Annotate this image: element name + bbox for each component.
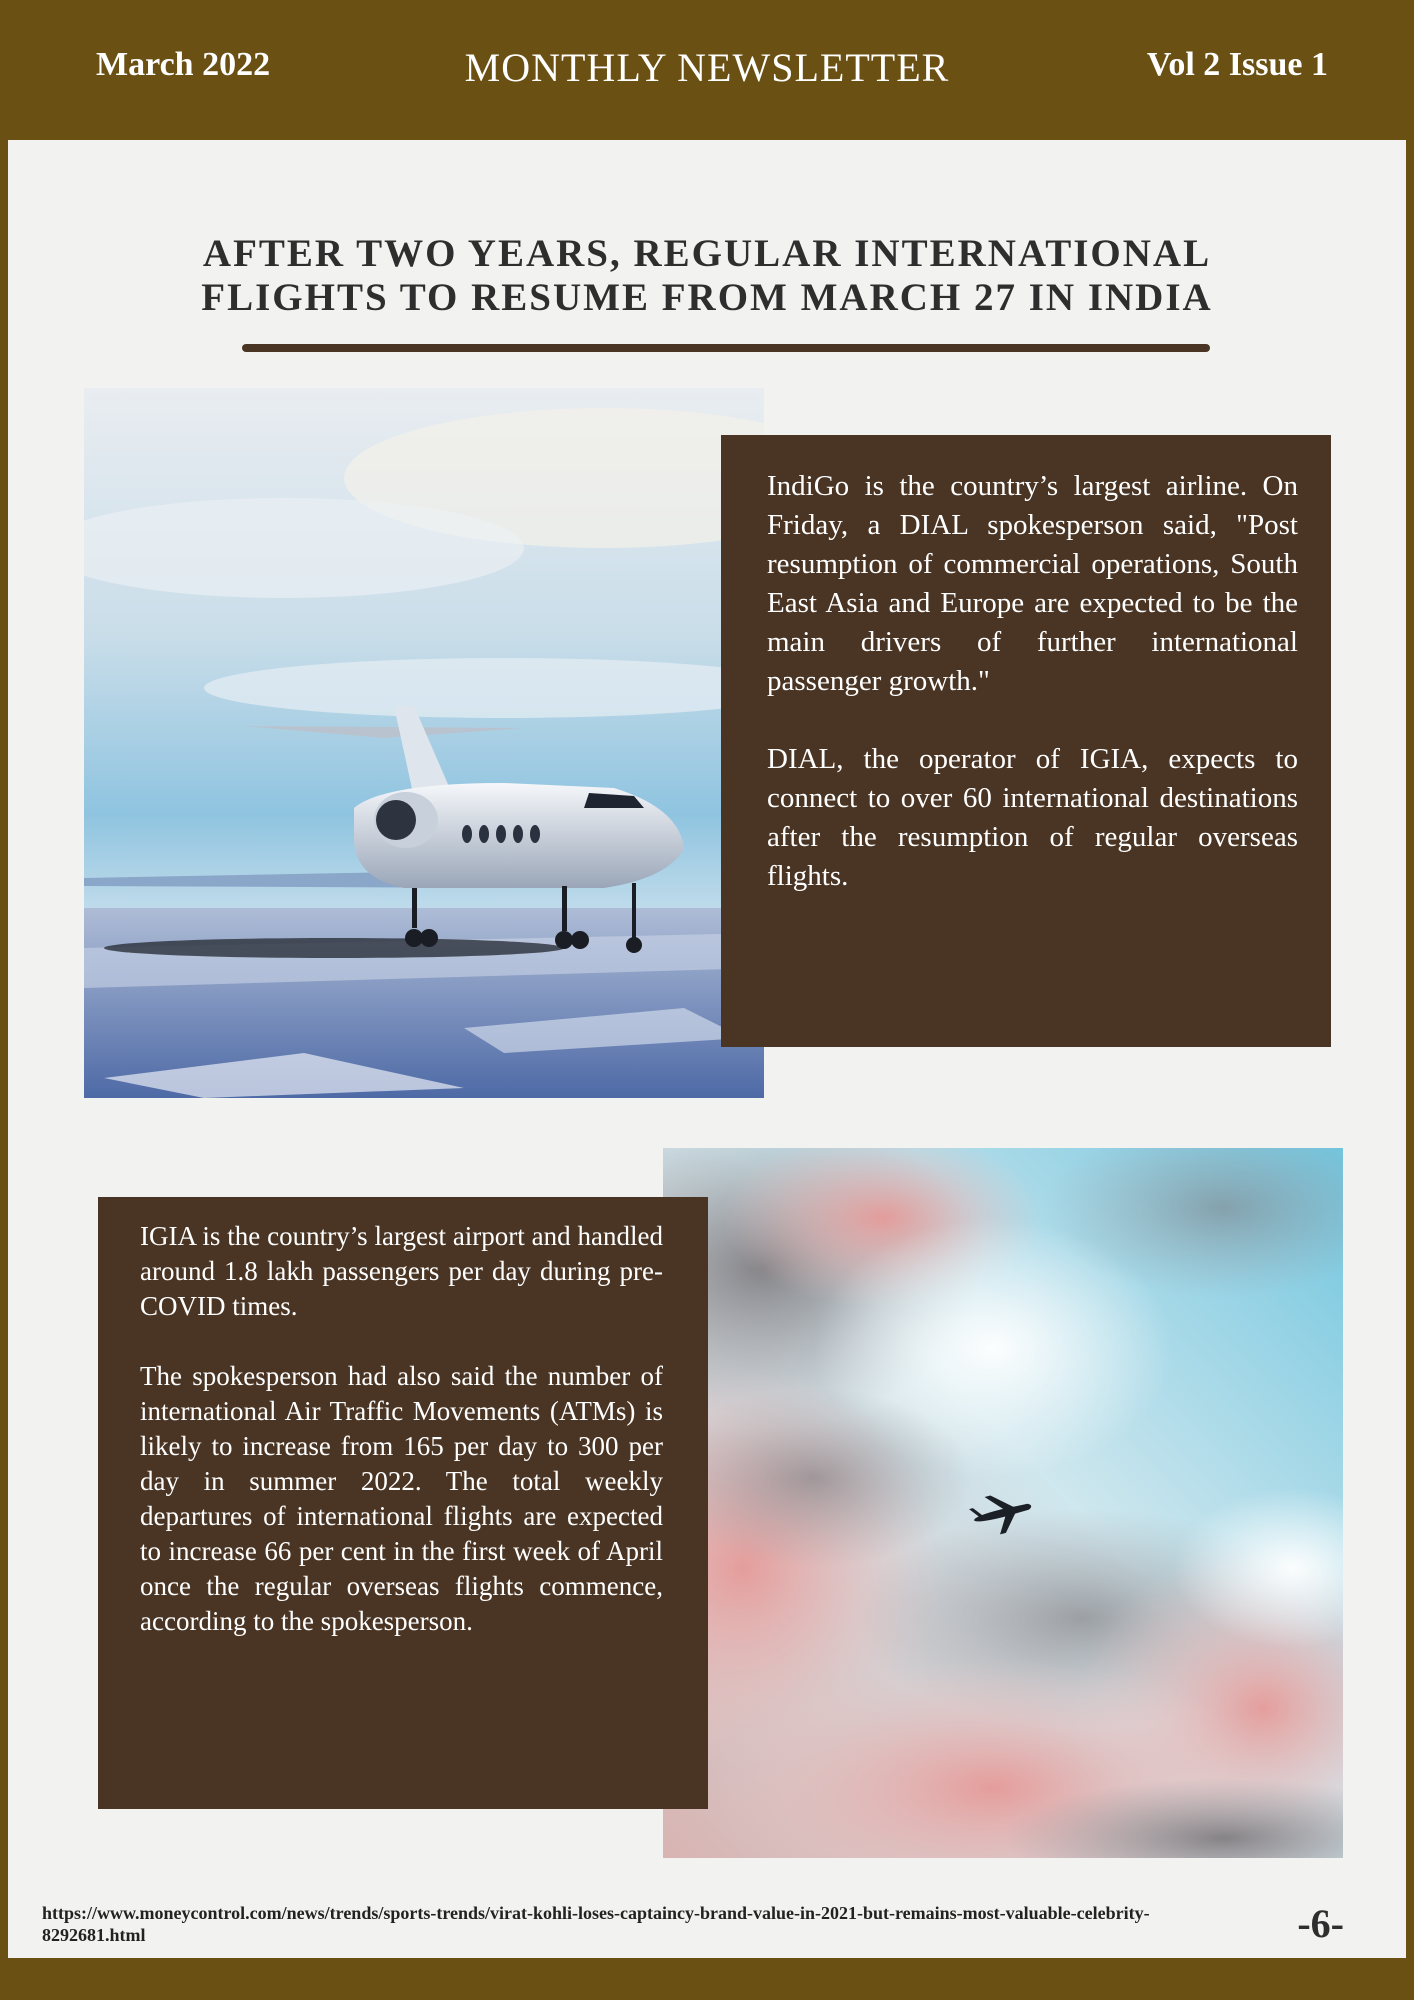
issue-date: March 2022 — [96, 46, 271, 83]
article-textbox-top — [721, 435, 1331, 1047]
paragraph-dial: DIAL, the operator of IGIA, expects to connect to over 60 international destinations after the resumption of regular overseas flights. — [767, 743, 1298, 892]
newsletter-title: MONTHLY NEWSLETTER — [464, 45, 950, 90]
headline-divider — [242, 344, 1210, 352]
headline-line-1: AFTER TWO YEARS, REGULAR INTERNATIONAL — [202, 232, 1212, 275]
paragraph-atms: The spokesperson had also said the number of international Air Traffic Movements (ATMs) is likely to increase from 165 per day to 300 per day in summer 2022. The total weekly departures of international flights are expected to increase 66 per cent in the first week of April once the regular overseas flights commence, according to the spokesperson. — [140, 1361, 663, 1636]
page-number: -6- — [1297, 1901, 1344, 1946]
paragraph-indigo: IndiGo is the country’s largest airline. On Friday, a DIAL spokesperson said, "Post resumption of commercial operations, South East Asia and Europe are expected to be the main drivers of further international passenger growth." — [767, 470, 1298, 697]
issue-volume: Vol 2 Issue 1 — [1146, 46, 1328, 83]
headline-line-2: FLIGHTS TO RESUME FROM MARCH 27 IN INDIA — [201, 276, 1213, 319]
source-link[interactable]: https://www.moneycontrol.com/news/trends/sports-trends/virat-kohli-loses-captaincy-brand-value-in-2021-but-remains-most-valuable-celebrity-8292681.html — [42, 1903, 1150, 1945]
article-textbox-bottom — [98, 1197, 708, 1809]
paragraph-igia: IGIA is the country’s largest airport and handled around 1.8 lakh passengers per day during pre-COVID times. — [140, 1221, 663, 1321]
private-jet-photo — [84, 388, 764, 1098]
airplane-in-clouds-photo — [663, 1148, 1343, 1858]
newsletter-header — [0, 0, 1414, 140]
newsletter-page — [8, 140, 1406, 1958]
article-headline — [8, 232, 1406, 320]
